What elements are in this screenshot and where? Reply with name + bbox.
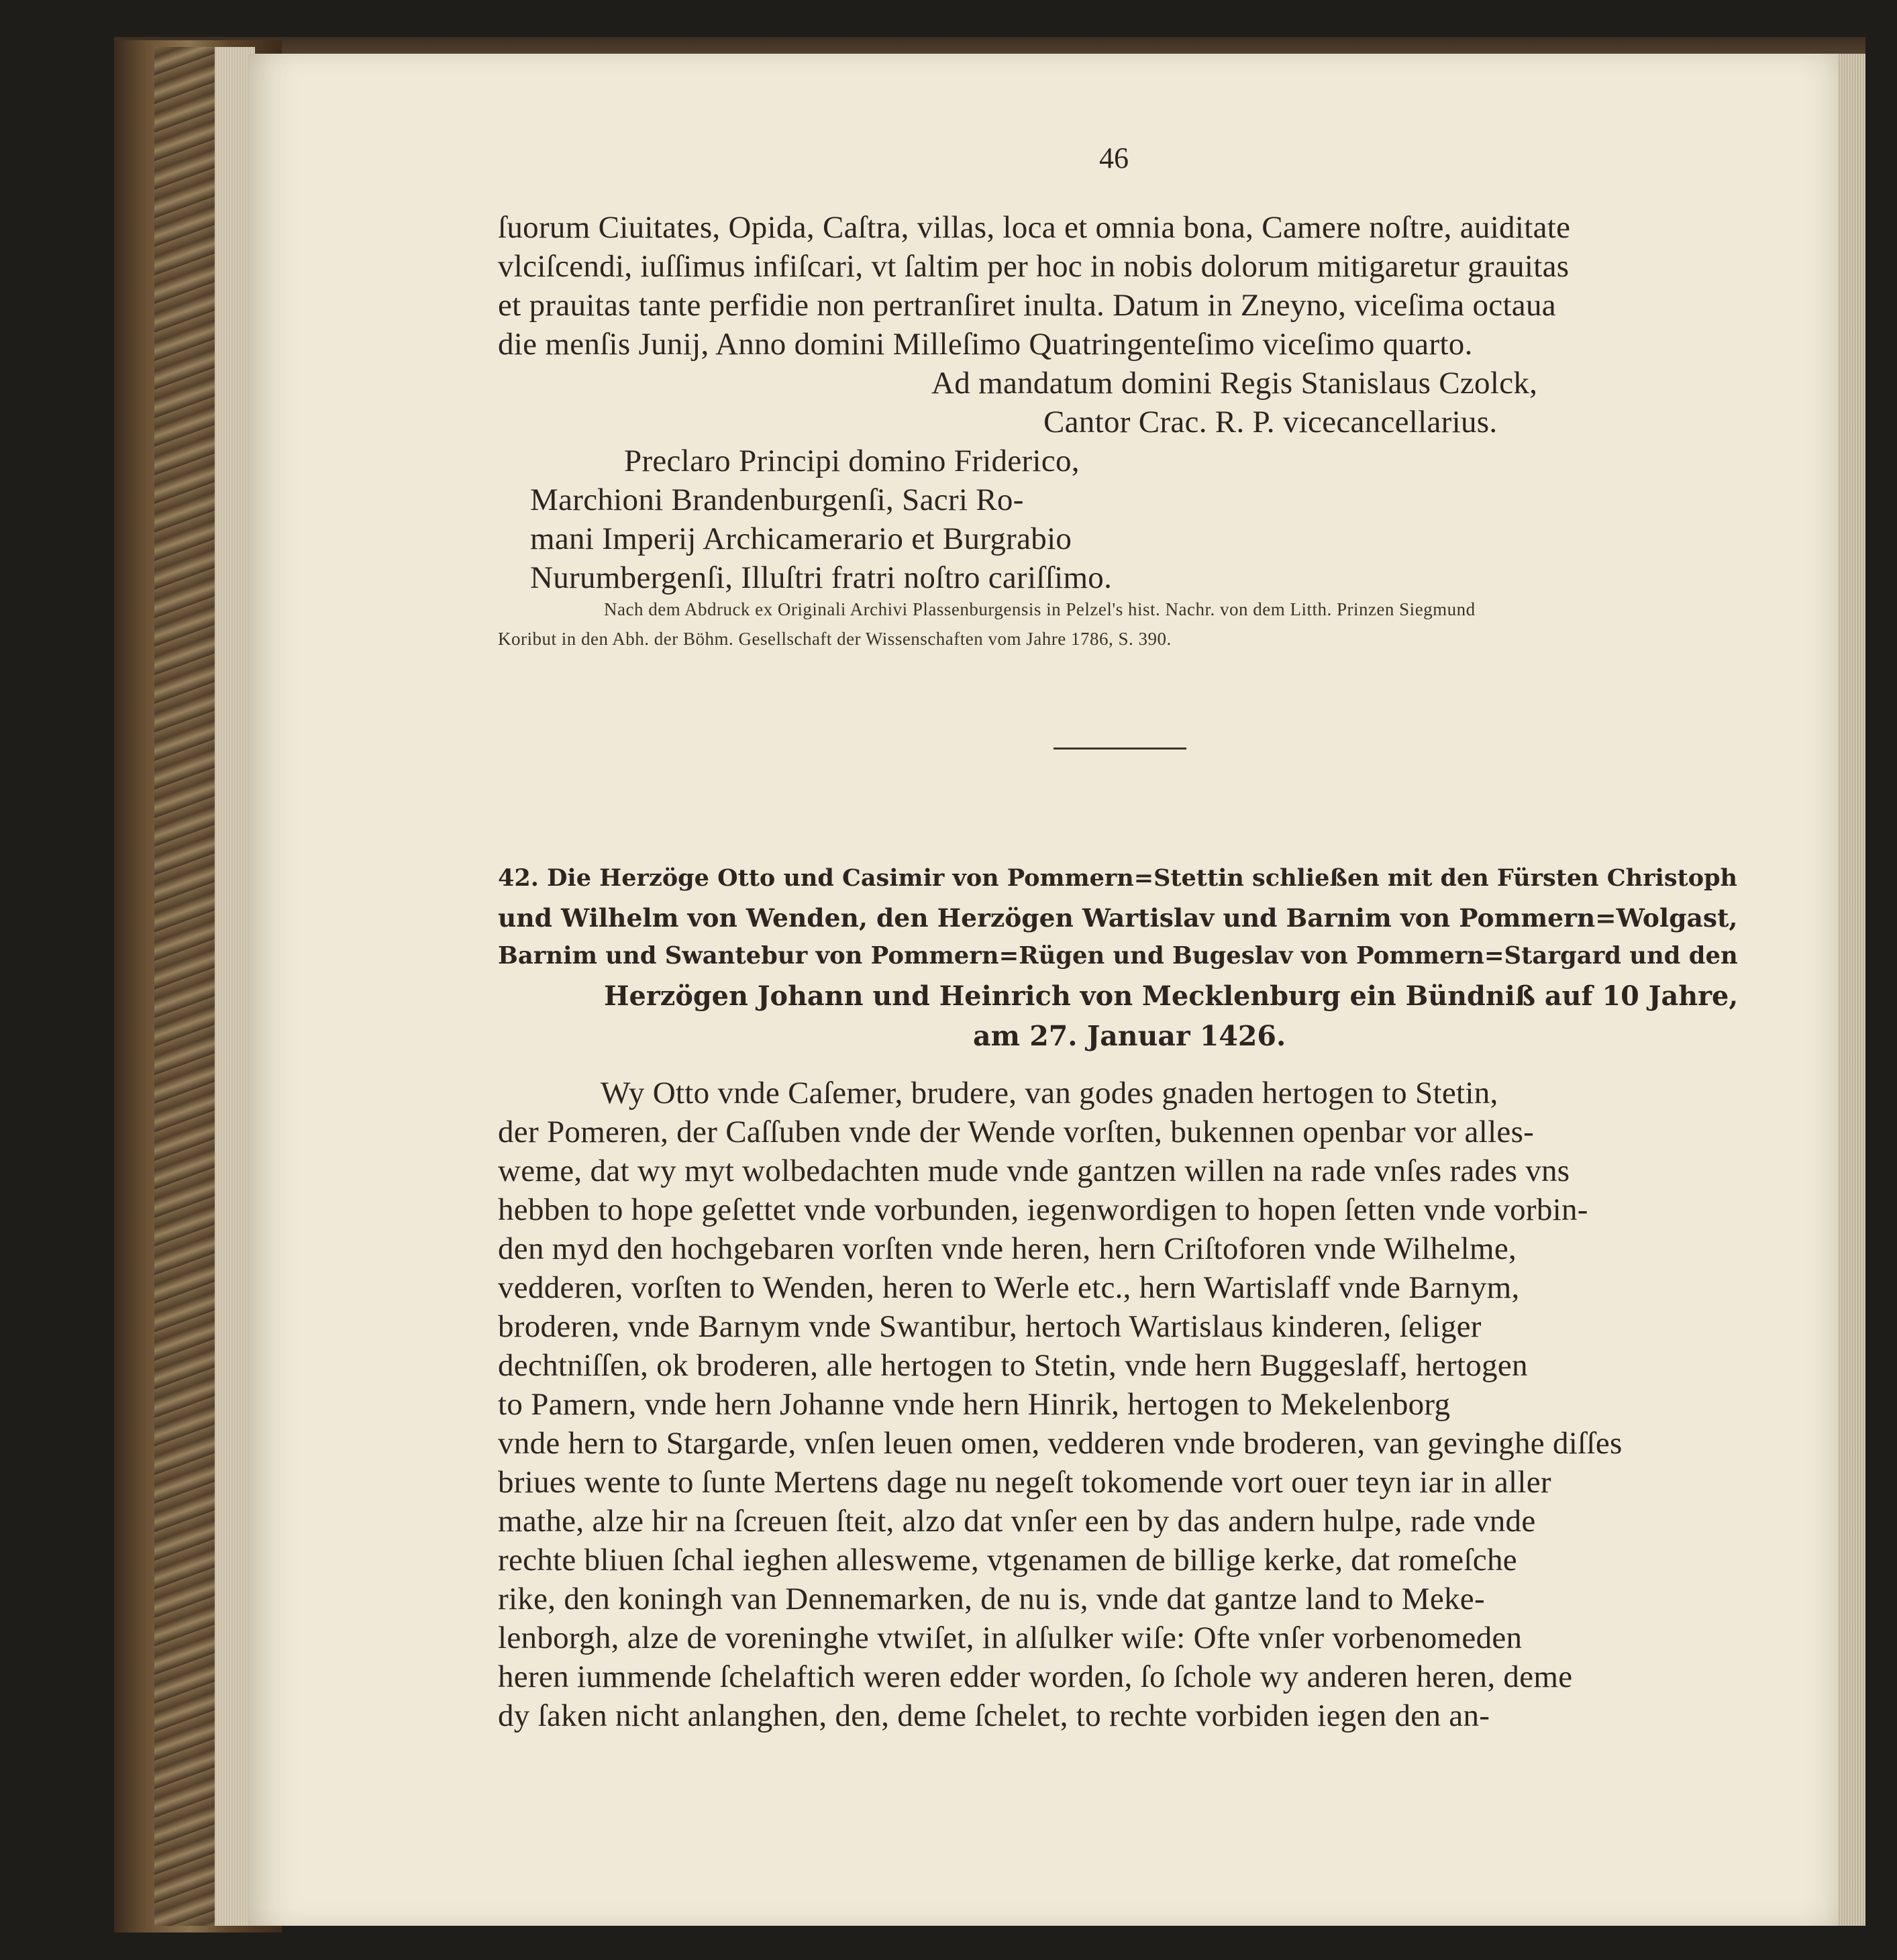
document-line: heren iummende ſchelaftich weren edder worden, ſo ſchole wy anderen heren, deme — [498, 1659, 1573, 1694]
document-line: mathe, alze hir na ſcreuen ſteit, alzo dat vnſer een by das andern hulpe, rade vnde — [498, 1504, 1536, 1539]
document-line: to Pamern, vnde hern Johanne vnde hern Hinrik, hertogen to Mekelenborg — [498, 1387, 1451, 1422]
address-line: mani Imperij Archicamerario et Burgrabio — [530, 521, 1072, 556]
address-line: Marchioni Brandenburgenſi, Sacri Ro- — [530, 482, 1024, 517]
document-line: den myd den hochgebaren vorſten vnde heren, hern Criſtoforen vnde Wilhelme, — [498, 1231, 1517, 1266]
document-heading-line: Herzögen Johann und Heinrich von Mecklenburg ein Bündniß auf 10 Jahre, — [604, 981, 1739, 1012]
document-line: vnde hern to Stargarde, vnſen leuen omen, vedderen vnde broderen, van gevinghe diſſes — [498, 1426, 1623, 1461]
address-line: Nurumbergenſi, Illuſtri fratri noſtro cariſſimo. — [530, 560, 1113, 595]
section-divider — [1054, 747, 1186, 750]
document-line: der Pomeren, der Caſſuben vnde der Wende vorſten, bukennen openbar vor alles- — [498, 1115, 1535, 1149]
document-line: weme, dat wy myt wolbedachten mude vnde gantzen willen na rade vnſes rades vns — [498, 1153, 1570, 1188]
document-heading-line: Barnim und Swantebur von Pommern=Rügen und Bugeslav von Pommern=Stargard und den — [498, 942, 1738, 970]
document-line: Wy Otto vnde Caſemer, brudere, van godes gnaden hertogen to Stetin, — [601, 1076, 1498, 1111]
document-line: hebben to hope geſettet vnde vorbunden, iegenwordigen to hopen ſetten vnde vorbin- — [498, 1192, 1588, 1227]
page-number: 46 — [1099, 142, 1129, 174]
document-line: rike, den koningh van Dennemarken, de nu is, vnde dat gantze land to Meke- — [498, 1582, 1485, 1616]
document-line: dechtniſſen, ok broderen, alle hertogen to Stetin, vnde hern Buggeslaff, hertogen — [498, 1348, 1528, 1383]
latin-line: et prauitas tante perfidie non pertranſiret inulta. Datum in Zneyno, viceſima octaua — [498, 288, 1556, 323]
signature-line: Ad mandatum domini Regis Stanislaus Czolck, — [931, 366, 1538, 401]
document-heading-line: und Wilhelm von Wenden, den Herzögen Wartislav und Barnim von Pommern=Wolgast, — [498, 903, 1738, 933]
document-line: rechte bliuen ſchal ieghen allesweme, vtgenamen de billige kerke, dat romeſche — [498, 1543, 1517, 1578]
document-line: vedderen, vorſten to Wenden, heren to Werle etc., hern Wartislaff vnde Barnym, — [498, 1270, 1520, 1305]
latin-line: ſuorum Ciuitates, Opida, Caſtra, villas, loca et omnia bona, Camere noſtre, auiditate — [498, 210, 1571, 245]
latin-line: vlciſcendi, iuſſimus infiſcari, vt ſaltim per hoc in nobis dolorum mitigaretur grauitas — [498, 249, 1570, 284]
document-line: lenborgh, alze de voreninghe vtwiſet, in alſulker wiſe: Ofte vnſer vorbenomeden — [498, 1620, 1523, 1655]
marbled-cover — [154, 47, 221, 1926]
signature-line: Cantor Crac. R. P. vicecancellarius. — [1043, 405, 1498, 440]
page-edges-right — [1835, 54, 1865, 1926]
document-line: dy ſaken nicht anlanghen, den, deme ſchelet, to rechte vorbiden iegen den an- — [498, 1698, 1490, 1733]
latin-line: die menſis Junij, Anno domini Milleſimo Quatringenteſimo viceſimo quarto. — [498, 327, 1473, 362]
source-note-line: Nach dem Abdruck ex Originali Archivi Plassenburgensis in Pelzel's hist. Nachr. von dem Litth. Prinzen Siegmund — [604, 599, 1476, 619]
document-line: broderen, vnde Barnym vnde Swantibur, hertoch Wartislaus kinderen, ſeliger — [498, 1309, 1482, 1344]
document-line: briues wente to ſunte Mertens dage nu negeſt tokomende vort ouer teyn iar in aller — [498, 1465, 1551, 1500]
document-heading-line: 42. Die Herzöge Otto und Casimir von Pommern=Stettin schließen mit den Fürsten Christoph — [498, 864, 1737, 892]
document-heading-line: am 27. Januar 1426. — [973, 1020, 1286, 1052]
address-line: Preclaro Principi domino Friderico, — [624, 444, 1080, 478]
source-note-line: Koribut in den Abh. der Böhm. Gesellschaft der Wissenschaften vom Jahre 1786, S. 390. — [498, 629, 1172, 649]
